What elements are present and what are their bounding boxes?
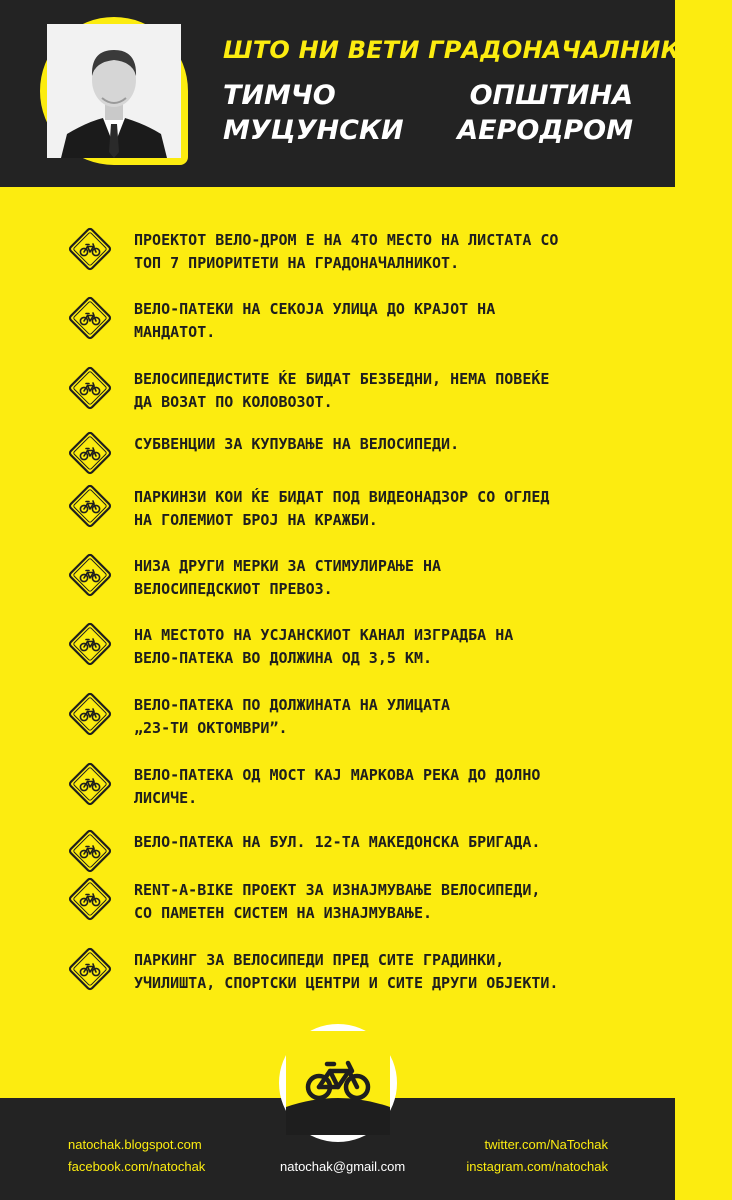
- bicycle-warning-sign-icon: [68, 366, 112, 410]
- instagram-link[interactable]: instagram.com/natochak: [466, 1159, 608, 1174]
- promise-text: ВЕЛОСИПЕДИСТИТЕ ЌЕ БИДАТ БЕЗБЕДНИ, НЕМА ПОВЕЌЕ ДА ВОЗАТ ПО КОЛОВОЗОТ.: [134, 370, 550, 411]
- bicycle-warning-sign-icon: [68, 296, 112, 340]
- facebook-link[interactable]: facebook.com/natochak: [68, 1159, 206, 1174]
- header-bar: [0, 0, 732, 187]
- bicycle-warning-sign-icon: [68, 431, 112, 475]
- headline: ШТО НИ ВЕТИ ГРАДОНАЧАЛНИКОТ?: [223, 36, 732, 64]
- bicycle-logo-icon: [279, 1024, 397, 1142]
- promise-text: ВЕЛО-ПАТЕКА НА БУЛ. 12-ТА МАКЕДОНСКА БРИГАДА.: [134, 833, 541, 851]
- bicycle-warning-sign-icon: [68, 829, 112, 873]
- bicycle-warning-sign-icon: [68, 762, 112, 806]
- mayor-portrait: [40, 17, 188, 165]
- bicycle-warning-sign-icon: [68, 227, 112, 271]
- bicycle-warning-sign-icon: [68, 622, 112, 666]
- bicycle-warning-sign-icon: [68, 947, 112, 991]
- promise-text: ВЕЛО-ПАТЕКА ОД МОСТ КАЈ МАРКОВА РЕКА ДО ДОЛНО ЛИСИЧЕ.: [134, 766, 541, 807]
- blog-link[interactable]: natochak.blogspot.com: [68, 1137, 202, 1152]
- promise-text: RENT-A-BIKE ПРОЕКТ ЗА ИЗНАЈМУВАЊЕ ВЕЛОСИПЕДИ, СО ПАМЕТЕН СИСТЕМ НА ИЗНАЈМУВАЊЕ.: [134, 881, 541, 922]
- municipality-name: ОПШТИНА АЕРОДРОМ: [457, 80, 633, 146]
- promise-text: НИЗА ДРУГИ МЕРКИ ЗА СТИМУЛИРАЊЕ НА ВЕЛОСИПЕДСКИОТ ПРЕВОЗ.: [134, 557, 442, 598]
- email-link[interactable]: natochak@gmail.com: [280, 1159, 406, 1174]
- promise-text: ПАРКИНГ ЗА ВЕЛОСИПЕДИ ПРЕД СИТЕ ГРАДИНКИ, УЧИЛИШТА, СПОРТСКИ ЦЕНТРИ И СИТЕ ДРУГИ ОБЈЕКТИ.: [134, 951, 559, 992]
- bicycle-warning-sign-icon: [68, 553, 112, 597]
- bicycle-warning-sign-icon: [68, 877, 112, 921]
- promise-text: ВЕЛО-ПАТЕКИ НА СЕКОЈА УЛИЦА ДО КРАЈОТ НА МАНДАТОТ.: [134, 300, 496, 341]
- bicycle-warning-sign-icon: [68, 484, 112, 528]
- twitter-link[interactable]: twitter.com/NaTochak: [484, 1137, 608, 1152]
- promise-text: СУБВЕНЦИИ ЗА КУПУВАЊЕ НА ВЕЛОСИПЕДИ.: [134, 435, 460, 453]
- mayor-name: ТИМЧО МУЦУНСКИ: [223, 80, 404, 146]
- promise-text: ПРОЕКТОТ ВЕЛО-ДРОМ Е НА 4ТО МЕСТО НА ЛИСТАТА СО ТОП 7 ПРИОРИТЕТИ НА ГРАДОНАЧАЛНИКОТ.: [134, 231, 559, 272]
- portrait-photo: [47, 24, 181, 158]
- bicycle-warning-sign-icon: [68, 692, 112, 736]
- promise-text: ВЕЛО-ПАТЕКА ПО ДОЛЖИНАТА НА УЛИЦАТА „23-ТИ ОКТОМВРИ”.: [134, 696, 451, 737]
- bicycle-icon: [286, 1031, 390, 1135]
- promise-text: НА МЕСТОТО НА УСЈАНСКИОТ КАНАЛ ИЗГРАДБА НА ВЕЛО-ПАТЕКА ВО ДОЛЖИНА ОД 3,5 КМ.: [134, 626, 514, 667]
- promise-text: ПАРКИНЗИ КОИ ЌЕ БИДАТ ПОД ВИДЕОНАДЗОР СО ОГЛЕД НА ГОЛЕМИОТ БРОЈ НА КРАЖБИ.: [134, 488, 550, 529]
